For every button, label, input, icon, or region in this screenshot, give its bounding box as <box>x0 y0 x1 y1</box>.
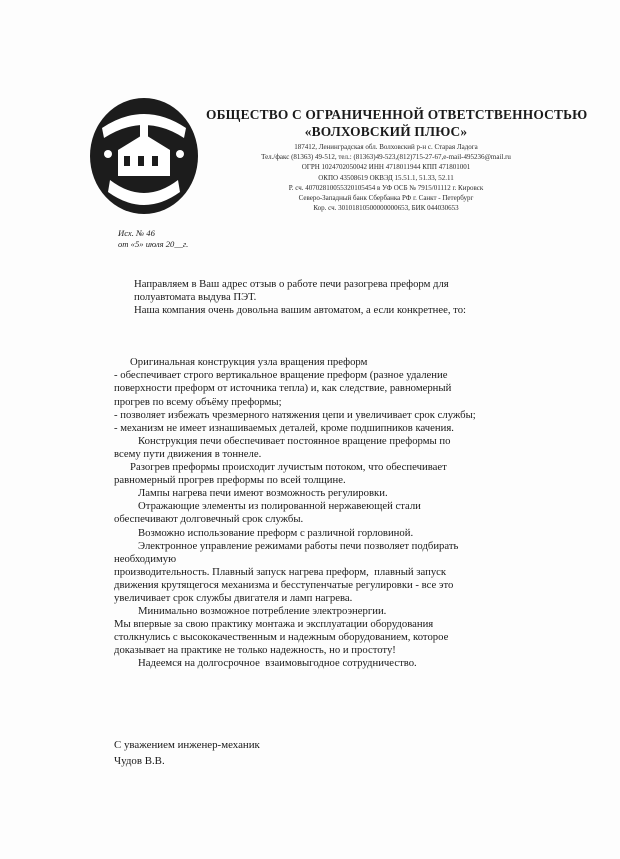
details-address: 187412, Ленинградская обл. Волховский р-н с. Старая Ладога <box>294 143 478 151</box>
body-line: необходимую <box>114 552 177 565</box>
outgoing-reference <box>118 228 188 250</box>
body-line: Минимально возможное потребление электроэнергии. <box>114 605 387 618</box>
company-logo <box>88 94 200 218</box>
body-line: доказывает на практике не только надежность, но и простоту! <box>114 644 396 657</box>
signature-title: С уважением инженер-механик <box>114 739 260 751</box>
body-line: Электронное управление режимами работы печи позволяет подбирать <box>114 539 459 552</box>
body-line: поверхности преформ от источника тепла) и, как следствие, равномерный <box>114 382 452 395</box>
details-phone: Тел./факс (81363) 49-512, тел.: (81363)49-523,(812)715-27-67,e-mail-495236@mail.ru <box>261 153 511 162</box>
company-title-line1: ОБЩЕСТВО С ОГРАНИЧЕННОЙ ОТВЕТСТВЕННОСТЬЮ <box>206 107 588 122</box>
body-line: - механизм не имеет изнашиваемых деталей, кроме подшипников качения. <box>114 421 454 434</box>
letter-body <box>114 278 574 671</box>
body-line: Оригинальная конструкция узла вращения преформ <box>114 356 368 369</box>
body-line: производительность. Плавный запуск нагрева преформ, плавный запуск <box>114 565 447 578</box>
company-title-line2: «ВОЛХОВСКИЙ ПЛЮС» <box>304 124 468 139</box>
body-line: равномерный прогрев преформы по всей толщине. <box>114 474 346 487</box>
intro-line: Наша компания очень довольна вашим автоматом, а если конкретнее, то: <box>134 304 467 317</box>
body-line: обеспечивают долговечный срок службы. <box>114 513 304 526</box>
body-line: Надеемся на долгосрочное взаимовыгодное сотрудничество. <box>114 657 417 670</box>
body-line: - позволяет избежать чрезмерного натяжения цепи и увеличивает срок службы; <box>114 408 476 421</box>
body-line: всему пути движения в тоннеле. <box>114 447 262 460</box>
intro-line: Направляем в Ваш адрес отзыв о работе печи разогрева преформ для <box>134 278 449 290</box>
body-line: Конструкция печи обеспечивает постоянное вращение преформы по <box>114 434 451 447</box>
company-details <box>236 142 536 213</box>
details-corr: Кор. сч. 30101810500000000653, БИК 044030653 <box>313 204 459 213</box>
body-line: Отражающие элементы из полированной нержавеющей стали <box>114 500 421 513</box>
body-line: прогрев по всему объёму преформы; <box>114 395 282 408</box>
body-line: Лампы нагрева печи имеют возможность регулировки. <box>114 487 388 500</box>
body-line: - обеспечивает строго вертикальное вращение преформ (разное удаление <box>114 369 448 382</box>
intro-line: полуавтомата выдува ПЭТ. <box>134 291 257 304</box>
reference-date: от «5» июля 20__г. <box>118 239 189 249</box>
body-line: Возможно использование преформ с различной горловиной. <box>114 526 414 539</box>
body-line: Разогрев преформы происходит лучистым потоком, что обеспечивает <box>114 461 447 474</box>
body-line: движения крутящегося механизма и бесступенчатые регулировки - все это <box>114 578 454 591</box>
details-bank: Северо-Западный банк Сбербанка РФ г. Санкт - Петербург <box>298 194 474 203</box>
details-account: Р. сч. 40702810055320105454 в УФ ОСБ № 7915/01112 г. Кировск <box>288 183 484 192</box>
body-line: Мы впервые за свою практику монтажа и эксплуатации оборудования <box>114 618 434 631</box>
body-line: столкнулись с высококачественным и надежным оборудованием, которое <box>114 631 449 644</box>
body-line: увеличивает срок службы двигателя и ламп нагрева. <box>114 591 353 604</box>
signature-block <box>114 737 260 769</box>
company-title <box>206 106 588 140</box>
signature-name: Чудов В.В. <box>114 755 165 767</box>
details-okpo: ОКПО 43508619 ОКВЭД 15.51.1, 51.33, 52.11 <box>318 173 454 182</box>
reference-number: Исх. № 46 <box>118 228 155 238</box>
details-ogrn: ОГРН 1024702050042 ИНН 4718011944 КПП 471801001 <box>301 163 471 172</box>
